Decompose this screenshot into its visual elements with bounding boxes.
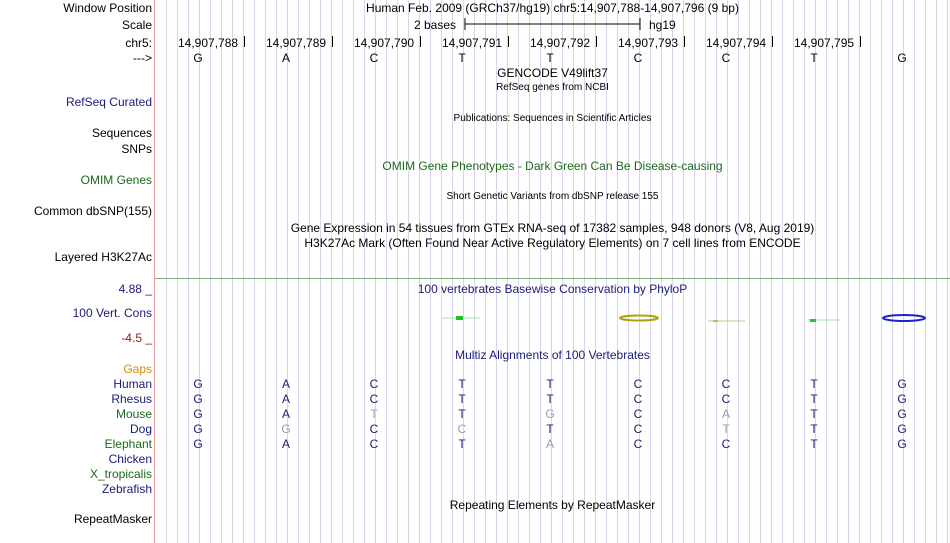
- alignment-base: T: [810, 392, 818, 406]
- dbsnp-track-title[interactable]: Short Genetic Variants from dbSNP release 155: [446, 191, 659, 202]
- alignment-base: C: [633, 437, 643, 451]
- species-label[interactable]: Rhesus: [111, 392, 152, 406]
- alignment-base: T: [546, 392, 554, 406]
- alignment-base: G: [897, 392, 907, 406]
- phylop-label[interactable]: 100 Vert. Cons: [72, 306, 152, 320]
- alignment-base: G: [897, 422, 907, 436]
- alignment-base: G: [193, 377, 203, 391]
- alignment-base: A: [545, 437, 554, 451]
- alignment-base: G: [193, 407, 203, 421]
- alignment-base: T: [458, 392, 466, 406]
- window-position-value[interactable]: Human Feb. 2009 (GRCh37/hg19) chr5:14,907,788-14,907,796 (9 bp): [366, 1, 739, 15]
- alignment-base: C: [633, 392, 643, 406]
- alignment-base: A: [281, 377, 290, 391]
- gencode-track-title[interactable]: GENCODE V49lift37: [497, 66, 608, 80]
- species-label[interactable]: Chicken: [108, 452, 152, 466]
- reference-base: C: [721, 51, 731, 65]
- gtex-track-title[interactable]: Gene Expression in 54 tissues from GTEx RNA-seq of 17382 samples, 948 donors (V8, Aug 2019): [290, 221, 815, 235]
- alignment-base: G: [545, 407, 555, 421]
- ruler-coordinate: 14,907,790: [354, 36, 415, 50]
- alignment-base: T: [370, 407, 378, 421]
- alignment-base: G: [281, 422, 291, 436]
- species-label[interactable]: Mouse: [115, 407, 152, 421]
- alignment-base: T: [810, 422, 818, 436]
- alignment-base: C: [369, 437, 379, 451]
- alignment-base: C: [633, 422, 643, 436]
- ruler-coordinate: 14,907,789: [266, 36, 327, 50]
- chrom-label: chr5:: [125, 36, 152, 50]
- alignment-base: T: [810, 437, 818, 451]
- alignment-base: C: [721, 437, 731, 451]
- window-position-label: Window Position: [63, 1, 152, 15]
- reference-base: T: [546, 51, 554, 65]
- ruler-coordinate: 14,907,795: [794, 36, 855, 50]
- alignment-base: C: [369, 392, 379, 406]
- refseq-track-title[interactable]: RefSeq genes from NCBI: [496, 82, 609, 93]
- species-label[interactable]: Elephant: [104, 437, 152, 451]
- gaps-label[interactable]: Gaps: [123, 362, 152, 376]
- scale-db: hg19: [649, 18, 676, 32]
- alignment-base: A: [281, 392, 290, 406]
- strand-label: --->: [133, 51, 152, 65]
- alignment-base: G: [897, 407, 907, 421]
- species-label[interactable]: X_tropicalis: [89, 467, 152, 481]
- alignment-base: T: [546, 422, 554, 436]
- alignment-base: T: [722, 422, 730, 436]
- alignment-base: A: [721, 407, 730, 421]
- publications-track-title[interactable]: Publications: Sequences in Scientific Articles: [453, 113, 652, 124]
- multiz-track-title[interactable]: Multiz Alignments of 100 Vertebrates: [455, 348, 650, 362]
- reference-base: T: [458, 51, 466, 65]
- alignment-base: A: [281, 407, 290, 421]
- ruler-coordinate: 14,907,788: [178, 36, 239, 50]
- ruler-coordinate: 14,907,793: [618, 36, 679, 50]
- refseq-curated-label[interactable]: RefSeq Curated: [65, 95, 152, 109]
- scale-label: Scale: [121, 18, 152, 32]
- scale-value: 2 bases: [414, 18, 457, 32]
- reference-base: G: [897, 51, 907, 65]
- reference-base: C: [633, 51, 643, 65]
- alignment-base: C: [369, 377, 379, 391]
- phylop-min-label: -4.5 _: [121, 331, 152, 345]
- sequences-label[interactable]: Sequences: [91, 126, 152, 140]
- alignment-base: G: [193, 392, 203, 406]
- alignment-base: C: [457, 422, 467, 436]
- alignment-base: C: [633, 407, 643, 421]
- reference-base: C: [369, 51, 379, 65]
- alignment-base: T: [810, 407, 818, 421]
- ruler-coordinate: 14,907,794: [706, 36, 767, 50]
- reference-base: A: [281, 51, 290, 65]
- alignment-base: G: [193, 422, 203, 436]
- alignment-base: G: [897, 377, 907, 391]
- omim-track-title[interactable]: OMIM Gene Phenotypes - Dark Green Can Be Disease-causing: [382, 159, 723, 173]
- alignment-base: T: [546, 377, 554, 391]
- alignment-base: C: [369, 422, 379, 436]
- common-dbsnp-label[interactable]: Common dbSNP(155): [33, 204, 152, 218]
- h3k27ac-track-title[interactable]: H3K27Ac Mark (Often Found Near Active Regulatory Elements) on 7 cell lines from ENCODE: [304, 236, 801, 250]
- reference-base: T: [810, 51, 818, 65]
- ruler-coordinate: 14,907,791: [442, 36, 503, 50]
- species-label[interactable]: Zebrafish: [101, 482, 152, 496]
- omim-genes-label[interactable]: OMIM Genes: [80, 173, 152, 187]
- alignment-base: T: [458, 437, 466, 451]
- repeatmasker-label[interactable]: RepeatMasker: [73, 512, 152, 526]
- alignment-base: A: [281, 437, 290, 451]
- snps-label[interactable]: SNPs: [121, 142, 152, 156]
- alignment-base: T: [458, 377, 466, 391]
- alignment-base: G: [897, 437, 907, 451]
- species-label[interactable]: Human: [113, 377, 152, 391]
- alignment-base: C: [721, 392, 731, 406]
- reference-base: G: [193, 51, 203, 65]
- repeatmasker-track-title[interactable]: Repeating Elements by RepeatMasker: [449, 498, 656, 512]
- ruler-coordinate: 14,907,792: [530, 36, 591, 50]
- species-label[interactable]: Dog: [129, 422, 152, 436]
- layered-h3k27ac-label[interactable]: Layered H3K27Ac: [54, 250, 152, 264]
- alignment-base: C: [721, 377, 731, 391]
- alignment-base: C: [633, 377, 643, 391]
- phylop-max-label: 4.88 _: [118, 282, 152, 296]
- phylop-track-title[interactable]: 100 vertebrates Basewise Conservation by PhyloP: [417, 282, 688, 296]
- alignment-base: T: [810, 377, 818, 391]
- alignment-base: G: [193, 437, 203, 451]
- alignment-base: T: [458, 407, 466, 421]
